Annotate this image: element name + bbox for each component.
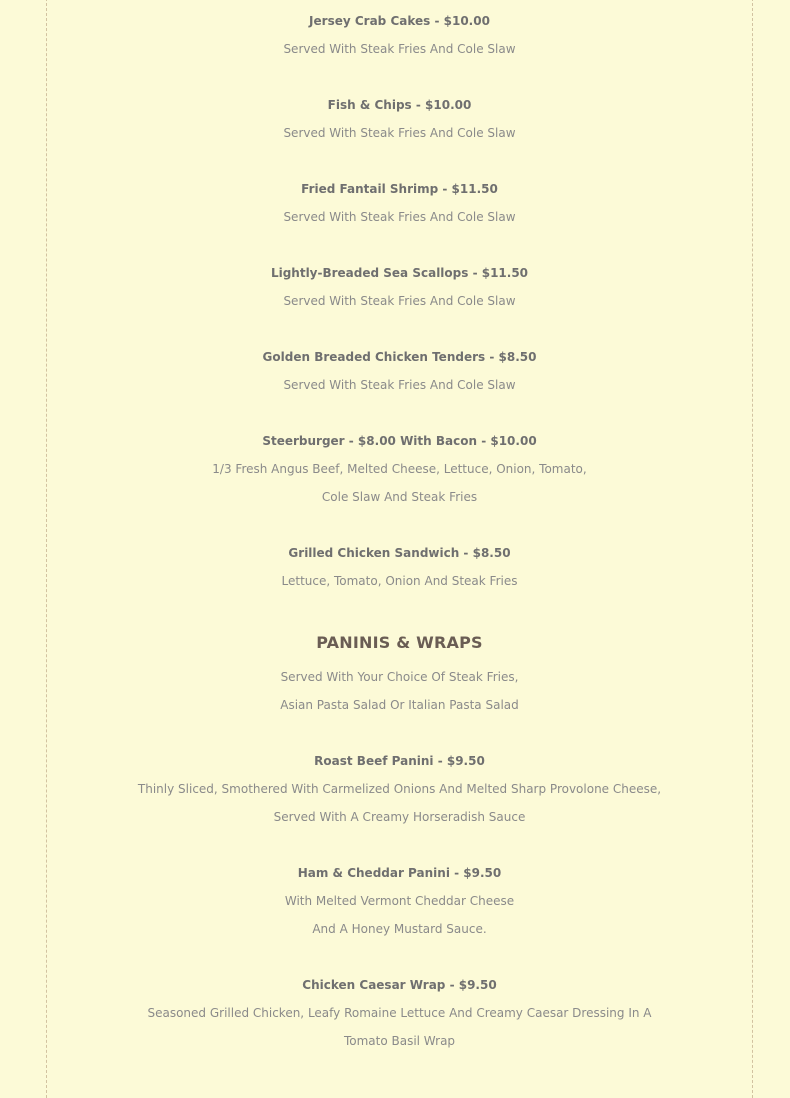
menu-item-ham-cheddar-panini	[47, 859, 752, 943]
menu-item-description: Served With A Creamy Horseradish Sauce	[273, 810, 526, 824]
menu-item-title: Grilled Chicken Sandwich - $8.50	[288, 546, 511, 560]
menu-item-roast-beef-panini	[47, 747, 752, 831]
menu-item-description: Served With Steak Fries And Cole Slaw	[283, 210, 516, 224]
menu-item-description: Thinly Sliced, Smothered With Carmelized Onions And Melted Sharp Provolone Cheese,	[137, 782, 662, 796]
menu-item-title: Fish & Chips - $10.00	[327, 98, 472, 112]
spacer	[47, 831, 752, 859]
menu-item-title: Roast Beef Panini - $9.50	[314, 754, 485, 768]
menu-item-description: Lettuce, Tomato, Onion And Steak Fries	[281, 574, 518, 588]
menu-item-title: Chicken Caesar Wrap - $9.50	[302, 978, 497, 992]
menu-item-description: Cole Slaw And Steak Fries	[321, 490, 478, 504]
menu-item-sea-scallops	[47, 259, 752, 315]
menu-item-description: Served With Steak Fries And Cole Slaw	[283, 42, 516, 56]
menu-item-description: And A Honey Mustard Sauce.	[312, 922, 487, 936]
menu-item-description: With Melted Vermont Cheddar Cheese	[284, 894, 515, 908]
menu-item-description: Served With Steak Fries And Cole Slaw	[283, 378, 516, 392]
menu-item-description: 1/3 Fresh Angus Beef, Melted Cheese, Lettuce, Onion, Tomato,	[212, 462, 587, 476]
section-intro	[47, 663, 752, 719]
section-intro-line: Asian Pasta Salad Or Italian Pasta Salad	[280, 698, 519, 712]
spacer	[47, 719, 752, 747]
spacer	[47, 231, 752, 259]
section-intro-line: Served With Your Choice Of Steak Fries,	[280, 670, 519, 684]
spacer	[47, 315, 752, 343]
menu-item-description: Served With Steak Fries And Cole Slaw	[283, 126, 516, 140]
menu-item-title: Golden Breaded Chicken Tenders - $8.50	[262, 350, 537, 364]
menu-item-fantail-shrimp	[47, 175, 752, 231]
menu-item-title: Jersey Crab Cakes - $10.00	[309, 14, 490, 28]
section-title: PANINIS & WRAPS	[316, 633, 483, 652]
menu-item-fish-chips	[47, 91, 752, 147]
menu-item-chicken-tenders	[47, 343, 752, 399]
menu-item-title: Ham & Cheddar Panini - $9.50	[297, 866, 502, 880]
spacer	[47, 399, 752, 427]
menu-item-title: Steerburger - $8.00 With Bacon - $10.00	[262, 434, 537, 448]
menu-item-grilled-chicken-sandwich	[47, 539, 752, 595]
menu-content	[47, 7, 752, 1055]
menu-item-title: Lightly-Breaded Sea Scallops - $11.50	[270, 266, 529, 280]
spacer	[47, 147, 752, 175]
menu-panel	[46, 0, 753, 1098]
menu-item-chicken-caesar-wrap	[47, 971, 752, 1055]
spacer	[47, 943, 752, 971]
menu-item-title: Fried Fantail Shrimp - $11.50	[301, 182, 498, 196]
menu-item-description: Tomato Basil Wrap	[343, 1034, 456, 1048]
menu-item-description: Served With Steak Fries And Cole Slaw	[283, 294, 516, 308]
spacer	[47, 511, 752, 539]
spacer	[47, 63, 752, 91]
menu-item-description: Seasoned Grilled Chicken, Leafy Romaine Lettuce And Creamy Caesar Dressing In A	[147, 1006, 652, 1020]
menu-item-crab-cakes	[47, 7, 752, 63]
section-heading-wrap	[47, 595, 752, 663]
menu-item-steerburger	[47, 427, 752, 511]
